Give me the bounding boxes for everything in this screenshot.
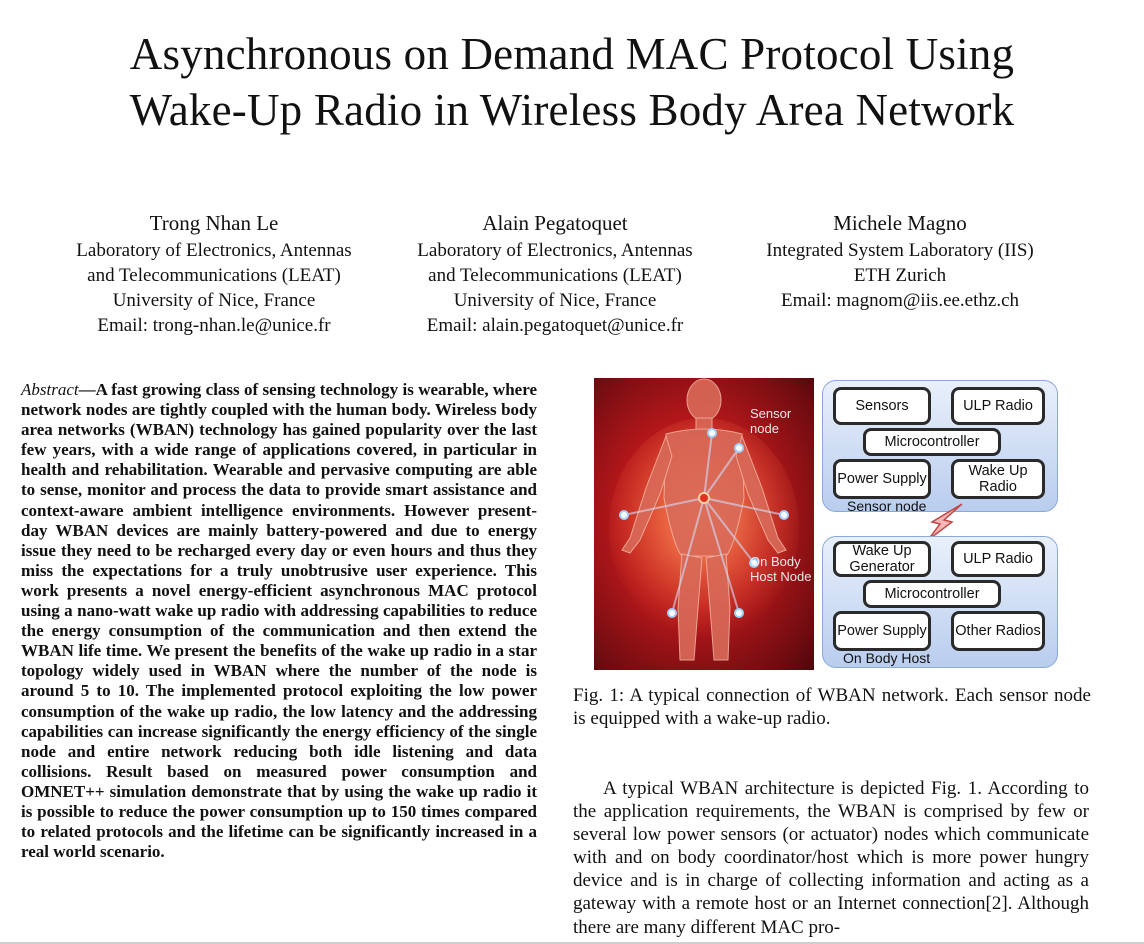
abstract-text: —A fast growing class of sensing technology is wearable, where network nodes are tightly coupled with the human body. Wireless body area networks (WBAN) technology has gained popularity over the last few years, with a wide range of applications covered, in particular in health and rehabilitation. Wearable and pervasive computing are able to sense, monitor and process the data to provide smart assistance and context-aware ambient intelligence environments. However present-day WBAN devices are mainly battery-powered and due to energy issue they need to be recharged every day or even hours and thus they miss the expectations for a truly unobtrusive user experience. This work presents a novel energy-efficient asynchronous MAC protocol using a nano-watt wake up radio with addressing capabilities to reduce the energy consumption of the communication and then extend the WBAN life time. We present the benefits of the wake up radio in a star topology widely used in WBAN where the number of the node is around 5 to 10. The implemented protocol exploiting the low power consumption of the wake up radio, the low latency and the addressing capabilities can increase significantly the energy efficiency of the single node and entire network reducing both idle listening and data collisions. Result based on measured power consumption and OMNET++ simulation demonstrate that by using the wake up radio it is possible to reduce the power consumption up to 150 times compared to related protocols and the lifetime can be significantly increased in a real world scenario. (21, 380, 537, 862)
host-caption: On Body Host (843, 650, 931, 666)
author-affiliation: ETH Zurich (853, 265, 947, 286)
author-block-2 (385, 209, 725, 338)
author-affiliation: University of Nice, France (453, 290, 657, 311)
figure-1 (594, 378, 1060, 670)
abstract-label: Abstract (21, 380, 79, 399)
author-name: Michele Magno (833, 211, 967, 235)
sensor-node-label: Sensor node (750, 406, 792, 436)
other-radios-box: Other Radios (951, 611, 1045, 651)
paper-title (0, 26, 1144, 138)
figure-caption: Fig. 1: A typical connection of WBAN network. Each sensor node is equipped with a wake-up radio. (573, 685, 1091, 729)
host-ulp-radio-box: ULP Radio (951, 541, 1045, 577)
sensor-node-panel (822, 380, 1058, 512)
host-panel (822, 536, 1058, 668)
author-affiliation: and Telecommunications (LEAT) (428, 265, 682, 286)
host-power-supply-box: Power Supply (833, 611, 931, 651)
ulp-radio-box: ULP Radio (951, 387, 1045, 425)
microcontroller-box: Microcontroller (863, 428, 1001, 456)
author-affiliation: Integrated System Laboratory (IIS) (766, 240, 1034, 261)
author-email: Email: magnom@iis.ee.ethz.ch (780, 290, 1020, 311)
abstract (21, 380, 537, 862)
title-line-2: Wake-Up Radio in Wireless Body Area Network (129, 85, 1015, 135)
author-affiliation: Laboratory of Electronics, Antennas (76, 240, 352, 261)
on-body-host-label: On Body Host Node (750, 554, 812, 584)
author-name: Alain Pegatoquet (482, 211, 628, 235)
author-block-1 (44, 209, 384, 338)
author-name: Trong Nhan Le (149, 211, 279, 235)
title-line-1: Asynchronous on Demand MAC Protocol Using (129, 29, 1015, 79)
body-paragraph: A typical WBAN architecture is depicted Fig. 1. According to the application requirements, the WBAN is comprised by few or several low power sensors (or actuator) nodes which communicate with and on body coordinator/host which is more power hungry device and is in charge of collecting information and acting as a gateway with a remote host or an Internet connection[2]. Although there are many different MAC pro- (573, 778, 1089, 938)
author-block-3 (730, 209, 1070, 313)
sensor-node-caption: Sensor node (847, 498, 927, 514)
sensors-box: Sensors (833, 387, 931, 425)
author-affiliation: and Telecommunications (LEAT) (87, 265, 341, 286)
wake-up-radio-box: Wake Up Radio (951, 459, 1045, 499)
author-email: Email: alain.pegatoquet@unice.fr (426, 315, 684, 336)
author-affiliation: University of Nice, France (112, 290, 316, 311)
power-supply-box: Power Supply (833, 459, 931, 499)
host-microcontroller-box: Microcontroller (863, 580, 1001, 608)
author-email: Email: trong-nhan.le@unice.fr (97, 315, 331, 336)
wake-up-generator-box: Wake Up Generator (833, 541, 931, 577)
body-sensor-photo (594, 378, 814, 670)
author-affiliation: Laboratory of Electronics, Antennas (417, 240, 693, 261)
